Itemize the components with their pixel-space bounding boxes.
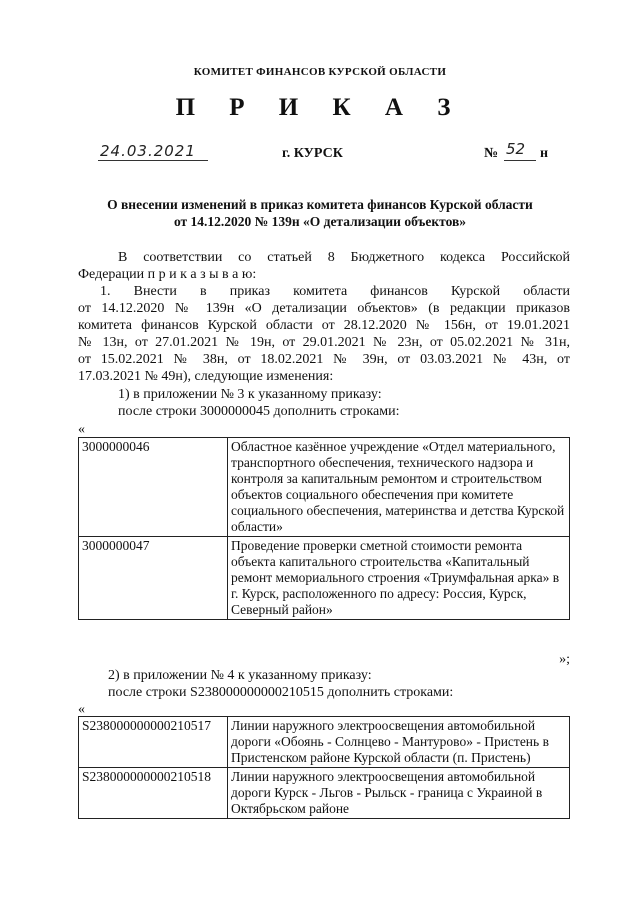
quote-close: »; (559, 652, 570, 667)
row-code: S238000000000210518 (79, 768, 228, 819)
organization-name: КОМИТЕТ ФИНАНСОВ КУРСКОЙ ОБЛАСТИ (193, 66, 447, 78)
subject-line-1: О внесении изменений в приказ комитета финансов Курской области (107, 197, 533, 212)
row-text: Областное казённое учреждение «Отдел материального, транспортного обеспечения, технического надзора и контроля за капитальным ремонтом и строительством объектов социального обеспечения при комитете социального обеспечения, материнства и детства Курской области» (228, 438, 570, 537)
body-line: 1. Внести в приказ комитета финансов Курской области (100, 284, 570, 299)
number-label: № (484, 146, 499, 161)
body-line: от 15.02.2021 № 38н, от 18.02.2021 № 39н, от 03.03.2021 № 43н, от (78, 352, 570, 367)
body-line: комитета финансов Курской области от 28.12.2020 № 156н, от 19.01.2021 (78, 318, 570, 333)
row-text: Линии наружного электроосвещения автомобильной дороги Курск - Льгов - Рыльск - граница с Украиной в Октябрьском районе (228, 768, 570, 819)
document-subject (70, 196, 570, 230)
insert-table-2 (78, 716, 570, 819)
body-line: 1) в приложении № 3 к указанному приказу: (118, 387, 382, 402)
quote-open-2: « (78, 702, 85, 717)
body-line: В соответствии со статьей 8 Бюджетного кодекса Российской (118, 250, 570, 265)
table-row (79, 768, 570, 819)
table-row (79, 717, 570, 768)
body-line: 2) в приложении № 4 к указанному приказу: (108, 668, 372, 683)
row-code: 3000000047 (79, 537, 228, 620)
insert-table-1 (78, 437, 570, 620)
number-suffix: н (540, 146, 549, 161)
body-line: от 14.12.2020 № 139н «О детализации объектов» (в редакции приказов (78, 301, 570, 316)
body-line: Федерации п р и к а з ы в а ю: (78, 267, 257, 282)
row-code: S238000000000210517 (79, 717, 228, 768)
body-line: после строки 3000000045 дополнить строками: (118, 404, 400, 419)
row-text: Проведение проверки сметной стоимости ремонта объекта капитального строительства «Капитальный ремонт мемориального строения «Триумфальная арка» в г. Курск, расположенного по адресу: Россия, Курск, Северный район» (228, 537, 570, 620)
table-row (79, 537, 570, 620)
table-row (79, 438, 570, 537)
row-code: 3000000046 (79, 438, 228, 537)
handwritten-date: 24.03.2021 (100, 142, 196, 160)
date-underline (98, 160, 208, 161)
subject-line-2: от 14.12.2020 № 139н «О детализации объектов» (173, 214, 467, 229)
number-underline (504, 160, 536, 161)
body-line: № 13н, от 27.01.2021 № 19н, от 29.01.2021 № 23н, от 05.02.2021 № 31н, (78, 335, 570, 350)
quote-open: « (78, 422, 85, 437)
document-type: П Р И К А З (175, 94, 465, 121)
body-line: 17.03.2021 № 49н), следующие изменения: (78, 369, 334, 384)
city: г. КУРСК (282, 146, 343, 161)
row-text: Линии наружного электроосвещения автомобильной дороги «Обоянь - Солнцево - Мантурово» - Пристень в Пристенском районе Курской области (п. Пристень) (228, 717, 570, 768)
handwritten-number: 52 (506, 140, 526, 158)
body-line: после строки S238000000000210515 дополнить строками: (108, 685, 454, 700)
